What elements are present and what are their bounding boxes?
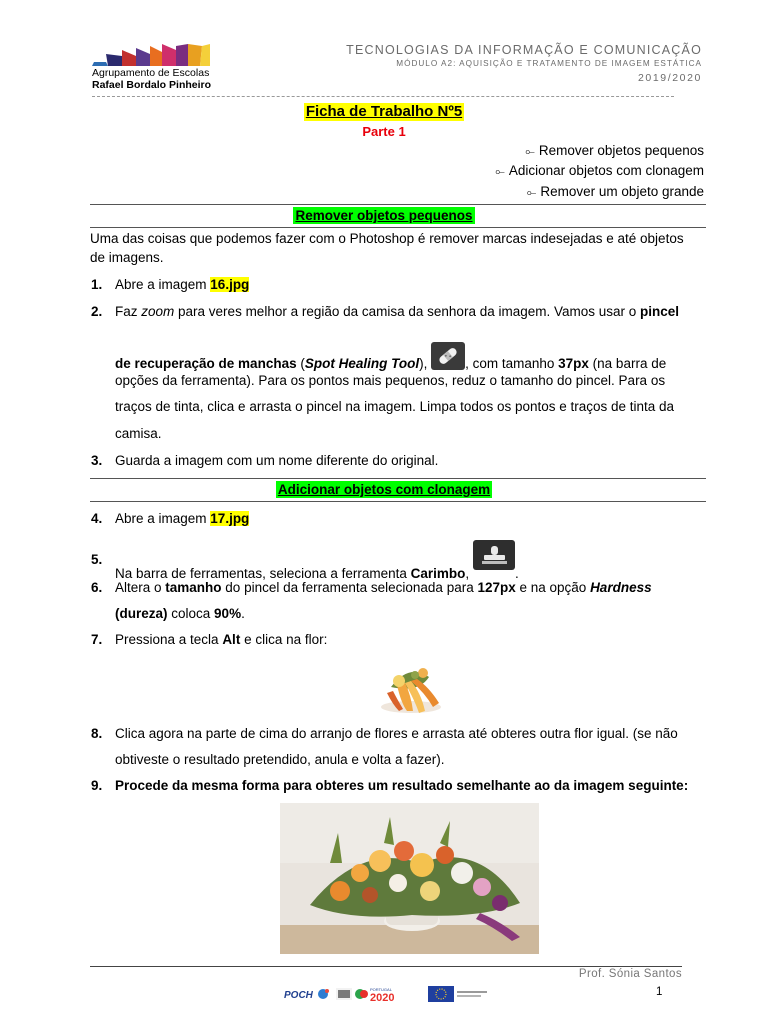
funding-logos (284, 985, 492, 1003)
bullet-icon: ⟜ (495, 164, 505, 178)
step-text: traços de tinta, clica e arrasta o pincel na imagem. Limpa todos os pontos e traços de tinta da (115, 399, 675, 414)
portugal-logo-text: PORTUGAL (370, 987, 392, 992)
intro-paragraph: Uma das coisas que podemos fazer com o Photoshop é remover marcas indesejadas e até objetos de imagens. (90, 231, 684, 265)
module-title: MÓDULO A2: AQUISIÇÃO E TRATAMENTO DE IMAGEM ESTÁTICA (396, 59, 702, 68)
page-title: Ficha de Trabalho Nº5 (305, 103, 463, 120)
section-divider (90, 478, 706, 479)
step-text: Altera o tamanho do pincel da ferramenta selecionada para 127px e na opção Hardness (115, 580, 652, 595)
course-title: TECNOLOGIAS DA INFORMAÇÃO E COMUNICAÇÃO (346, 43, 702, 57)
step-text: obtiveste o resultado pretendido, anula e volta a fazer). (115, 752, 445, 767)
flower-arrangement-image (280, 803, 539, 954)
section-header (0, 207, 768, 225)
bullet-icon: ⟜ (525, 144, 535, 158)
file-name: 16.jpg (210, 277, 250, 292)
step-text: Pressiona a tecla Alt e clica na flor: (115, 632, 328, 647)
school-name-line1: Agrupamento de Escolas (92, 67, 210, 79)
footer-divider (90, 966, 682, 967)
author-name: Prof. Sónia Santos (578, 968, 682, 980)
step-text: Abre a imagem 17.jpg (115, 511, 250, 526)
file-name: 17.jpg (210, 511, 250, 526)
step-number: 6. (91, 580, 103, 595)
stamp-icon (473, 540, 515, 570)
section-title: Adicionar objetos com clonagem (277, 482, 491, 497)
poch-logo-text: POCH (284, 990, 313, 1001)
title-container (0, 103, 768, 121)
step-text: opções da ferramenta). Para os pontos mais pequenos, reduz o tamanho do pincel. Para os (115, 373, 666, 388)
step-text: Clica agora na parte de cima do arranjo de flores e arrasta até obteres outra flor igual. (se não (115, 726, 678, 741)
section-title: Remover objetos pequenos (295, 208, 473, 223)
school-name-line2: Rafael Bordalo Pinheiro (92, 79, 212, 91)
bullet-icon: ⟜ (526, 185, 537, 199)
school-logo-graphic (92, 44, 210, 66)
page-number: 1 (656, 986, 663, 998)
header-divider (92, 96, 674, 97)
step-number: 5. (91, 552, 103, 567)
step-number: 7. (91, 632, 103, 647)
portugal-2020-logo-text: 2020 (370, 992, 395, 1003)
step-text: Faz zoom para veres melhor a região da camisa da senhora da imagem. Vamos usar o pincel (115, 304, 680, 319)
step-number: 3. (91, 453, 103, 468)
step-text: Na barra de ferramentas, seleciona a ferramenta Carimbo, . (115, 552, 711, 582)
step-text: Guarda a imagem com um nome diferente do original. (115, 453, 439, 468)
bandage-icon (431, 342, 465, 370)
page-subtitle: Parte 1 (362, 124, 406, 139)
school-year: 2019/2020 (637, 72, 702, 84)
section-divider (90, 501, 706, 502)
school-logo (92, 44, 210, 92)
step-text: camisa. (115, 426, 162, 441)
section-header (0, 481, 768, 499)
objective-item: ⟜ Remover objetos pequenos (525, 143, 704, 158)
step-text: Abre a imagem 16.jpg (115, 277, 250, 292)
step-number: 4. (91, 511, 103, 526)
section-divider (90, 204, 706, 205)
step-number: 1. (91, 277, 103, 292)
step-number: 8. (91, 726, 103, 741)
step-text: (dureza) coloca 90%. (115, 606, 245, 621)
objective-item: ⟜ Adicionar objetos com clonagem (495, 163, 704, 178)
step-text: Procede da mesma forma para obteres um resultado semelhante ao da imagem seguinte: (115, 778, 689, 793)
step-number: 2. (91, 304, 103, 319)
step-text: de recuperação de manchas (Spot Healing Tool), , com tamanho 37px (na barra de (115, 346, 711, 374)
step-number: 9. (91, 778, 103, 793)
section-divider (90, 227, 706, 228)
objective-item: ⟜ Remover um objeto grande (526, 184, 704, 199)
flower-image (371, 657, 448, 715)
